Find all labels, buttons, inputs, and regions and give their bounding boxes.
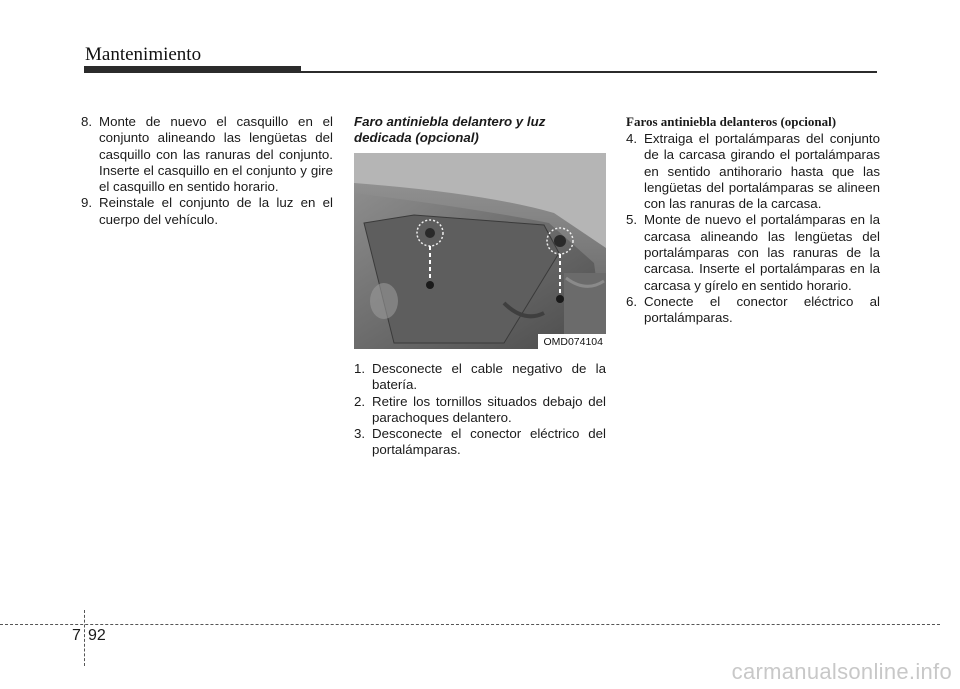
step-number: 3. <box>354 426 366 442</box>
step-item <box>354 361 606 394</box>
step-text: Retire los tornillos situados debajo del parachoques delantero. <box>372 393 606 425</box>
step-text: Reinstale el conjunto de la luz en el cuerpo del vehículo. <box>99 195 333 227</box>
step-item <box>81 195 333 228</box>
watermark[interactable]: carmanualsonline.info <box>731 659 952 684</box>
column-2 <box>354 114 606 459</box>
step-item <box>354 426 606 459</box>
step-number: 4. <box>626 131 638 146</box>
step-number: 1. <box>354 361 366 376</box>
chapter-number: 7 <box>72 627 81 644</box>
footer-divider <box>84 610 85 666</box>
step-item <box>81 114 333 195</box>
step-number: 5. <box>626 212 638 228</box>
step-number: 8. <box>81 114 93 129</box>
step-text: Desconecte el cable negativo de la batería. <box>372 361 606 393</box>
subsection-heading: Faro antiniebla delantero y luz dedicada (opcional) <box>354 114 546 145</box>
step-text: Desconecte el conector eléctrico del portalámparas. <box>372 426 606 458</box>
bumper-underside-illustration <box>354 153 606 349</box>
fog-lamp-photo <box>354 153 606 349</box>
header-rule-thick <box>84 66 301 73</box>
subsection-heading: Faros antiniebla delanteros (opcional) <box>626 114 837 129</box>
column-1 <box>81 114 333 228</box>
step-item <box>626 294 880 327</box>
step-text: Extraiga el portalámparas del conjunto de la carcasa girando el portalámparas en sentido antihorario hasta que las lengüetas del portalámparas se alineen con las ranuras de la carcasa. <box>644 131 880 212</box>
step-item <box>354 394 606 427</box>
section-title: Mantenimiento <box>85 44 202 65</box>
image-code: OMD074104 <box>538 334 606 349</box>
step-text: Conecte el conector eléctrico al portalámparas. <box>644 293 880 326</box>
step-text: Monte de nuevo el portalámparas en la carcasa alineando las lengüetas del portalámparas con las ranuras de la carcasa. Inserte el portalámparas en la carcasa y gírelo en sentido horario. <box>644 212 880 293</box>
step-text: Monte de nuevo el casquillo en el conjunto alineando las lengüetas del casquillo con las ranuras del conjunto. Inserte el casquillo en el conjunto y gire el casquillo en sentido horario. <box>99 114 333 195</box>
column-3 <box>626 114 880 327</box>
step-number: 2. <box>354 393 366 409</box>
step-number: 9. <box>81 195 93 211</box>
page-number: 92 <box>88 627 106 644</box>
step-number: 6. <box>626 293 638 309</box>
step-item <box>626 131 880 212</box>
header-rule-thin <box>301 71 877 73</box>
footer-rule <box>0 624 940 625</box>
step-item <box>626 212 880 293</box>
